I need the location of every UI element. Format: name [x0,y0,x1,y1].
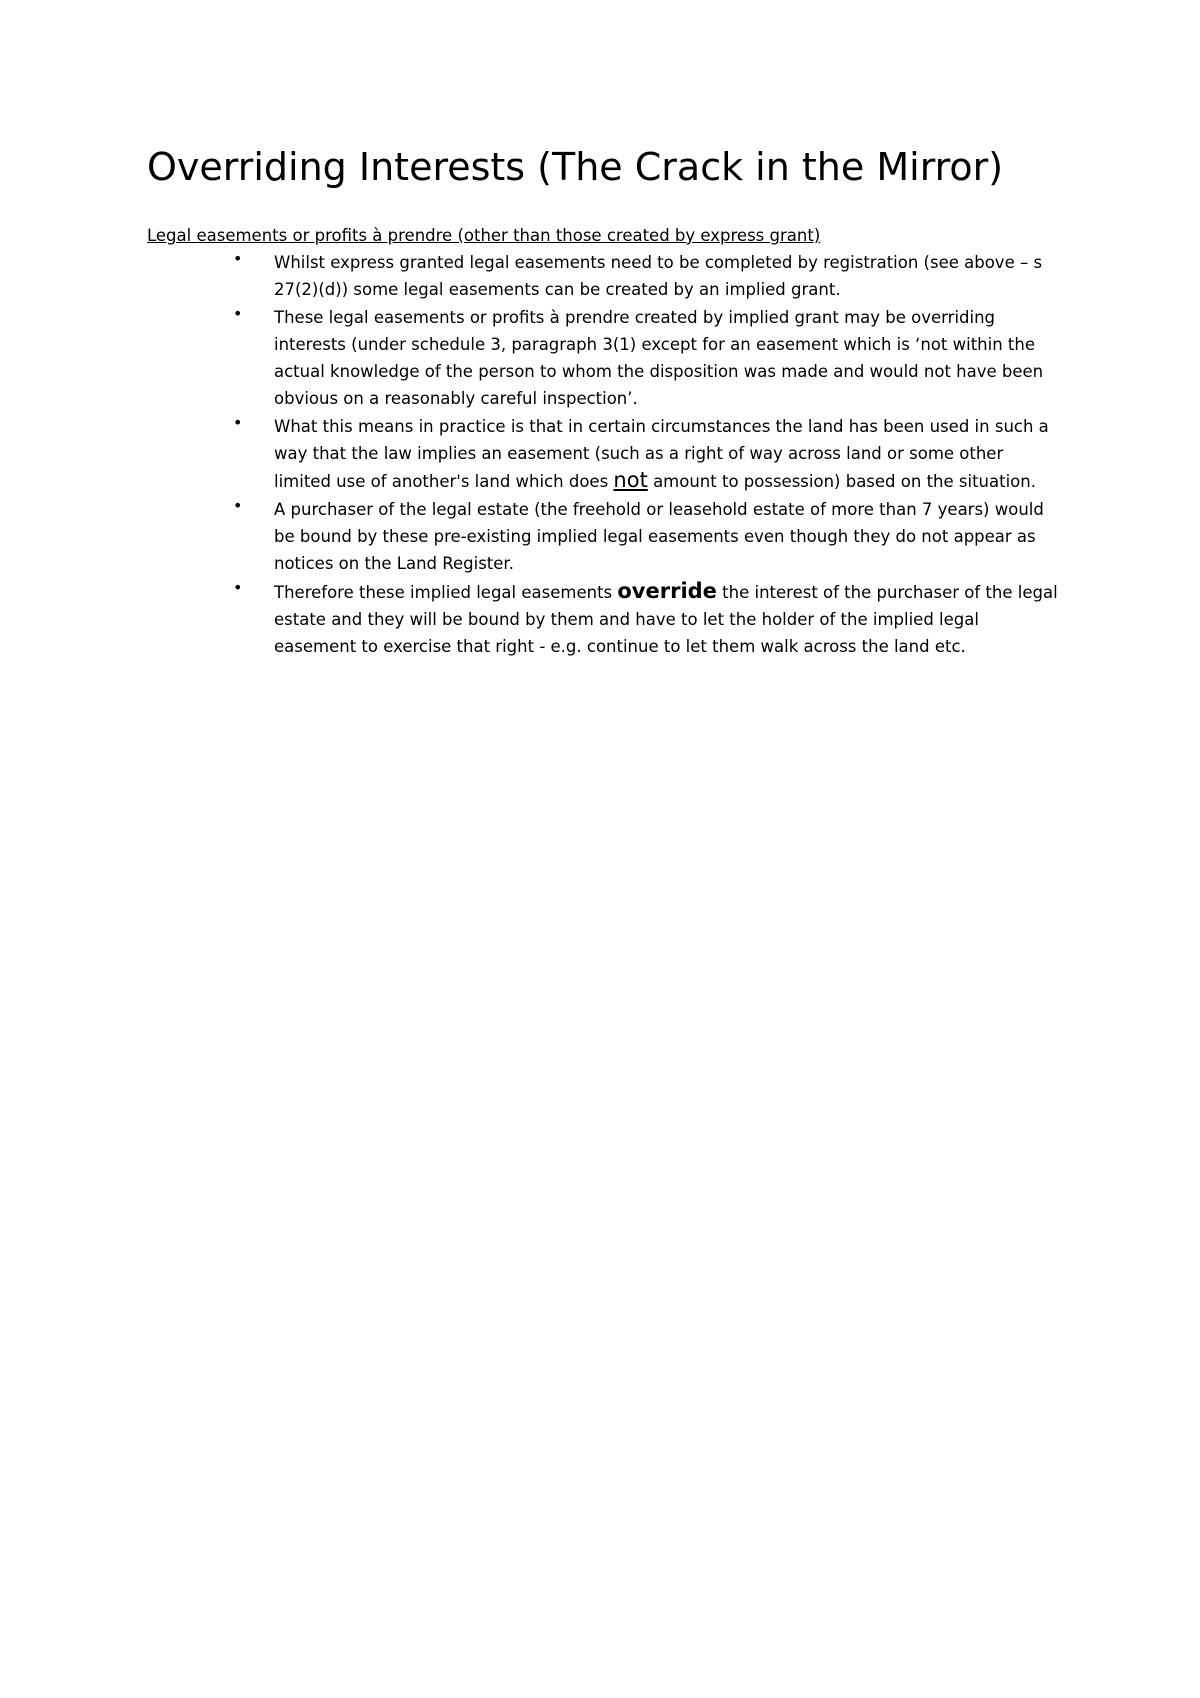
bullet-icon: • [233,577,243,597]
list-item-text: These legal easements or profits à prendre created by implied grant may be overriding interests (under schedule 3, paragraph 3(1) except for an easement which is ‘not within the actual knowledge of the person to whom the disposition was made and would not have been obvious on a reasonably careful inspection’. [274,307,1044,409]
page-title: Overriding Interests (The Crack in the Mirror) [147,145,1004,189]
list-item-text: A purchaser of the legal estate (the freehold or leasehold estate of more than 7 years) would be bound by these pre-existing implied legal easements even though they do not appear as notices on the Land Register. [274,499,1044,574]
list-item-text: Whilst express granted legal easements need to be completed by registration (see above – s 27(2)(d)) some legal easements can be created by an implied grant. [274,253,1043,300]
emphasis-not: not [613,468,648,493]
list-item-text-continued: the interest of the purchaser of the legal estate and they will be bound by them and have to let the holder of the implied legal easement to exercise that right - e.g. continue to let them walk across the land etc. [274,582,1058,657]
bullet-icon: • [233,249,243,268]
emphasis-override: override [617,578,717,603]
list-item [233,496,1063,578]
bullet-icon: • [233,412,243,432]
bullet-list [233,249,1063,660]
list-item [233,578,1063,661]
bullet-icon: • [233,303,243,323]
list-item-text: Therefore these implied legal easements [274,582,618,602]
list-item-text: What this means in practice is that in certain circumstances the land has been used in such a way that the law implies an easement (such as a right of way across land or some other limited use of another's land which does [274,416,1049,492]
list-item [233,304,1063,413]
list-item [233,413,1063,496]
bullet-icon: • [233,495,243,515]
section-heading: Legal easements or profits à prendre (other than those created by express grant) [147,226,821,245]
list-item-text-continued: amount to possession) based on the situation. [647,472,1036,492]
list-item [233,249,1063,304]
